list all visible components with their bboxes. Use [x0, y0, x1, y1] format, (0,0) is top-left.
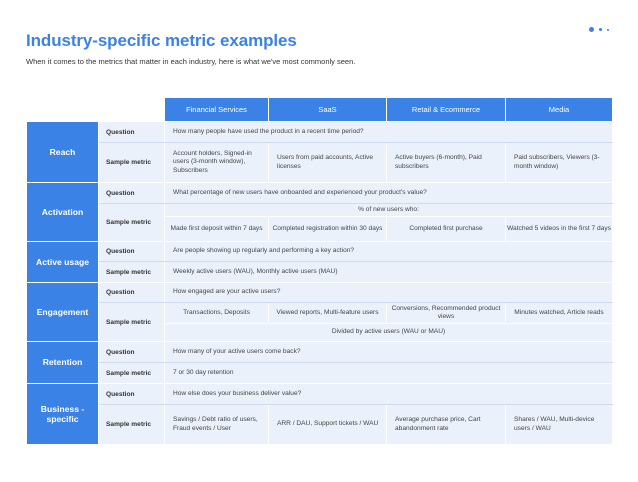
table-row	[27, 303, 613, 324]
column-header: SaaS	[269, 98, 387, 122]
question-text: How else does your business deliver value?	[165, 384, 613, 405]
header-blank	[27, 98, 165, 122]
dot-icon	[607, 29, 609, 31]
sample-cell: 7 or 30 day retention	[165, 363, 613, 384]
dot-icon	[589, 27, 594, 32]
header-row	[27, 98, 613, 122]
question-label: Question	[99, 183, 165, 204]
sample-note: Divided by active users (WAU or MAU)	[165, 324, 613, 342]
question-text: What percentage of new users have onboarded and experienced your product's value?	[165, 183, 613, 204]
sample-cell: Transactions, Deposits	[165, 303, 269, 324]
question-label: Question	[99, 283, 165, 303]
sample-cell: Completed first purchase	[387, 217, 506, 242]
table-row	[27, 283, 613, 303]
sample-label: Sample metric	[99, 303, 165, 342]
category-engagement: Engagement	[27, 283, 99, 342]
question-text: How engaged are your active users?	[165, 283, 613, 303]
category-active-usage: Active usage	[27, 242, 99, 283]
sample-cell: Account holders, Signed-in users (3-month window), Subscribers	[165, 143, 269, 183]
question-label: Question	[99, 384, 165, 405]
question-text: Are people showing up regularly and performing a key action?	[165, 242, 613, 262]
page-subtitle: When it comes to the metrics that matter in each industry, here is what we've most commonly seen.	[26, 57, 356, 66]
dot-icon	[599, 28, 602, 31]
table-row	[27, 384, 613, 405]
column-header: Retail & Ecommerce	[387, 98, 506, 122]
table-row	[27, 122, 613, 143]
table-row	[27, 143, 613, 183]
sample-note: % of new users who:	[165, 204, 613, 217]
sample-cell: Viewed reports, Multi-feature users	[269, 303, 387, 324]
question-label: Question	[99, 122, 165, 143]
page-title: Industry-specific metric examples	[26, 31, 297, 50]
table-row	[27, 363, 613, 384]
sample-cell: Average purchase price, Cart abandonment rate	[387, 405, 506, 445]
question-label: Question	[99, 242, 165, 262]
column-header: Media	[506, 98, 613, 122]
question-text: How many of your active users come back?	[165, 342, 613, 363]
column-header: Financial Services	[165, 98, 269, 122]
table-row	[27, 405, 613, 445]
sample-cell: Weekly active users (WAU), Monthly active users (MAU)	[165, 262, 613, 283]
table-row	[27, 242, 613, 262]
sample-cell: Savings / Debt ratio of users, Fraud events / User	[165, 405, 269, 445]
sample-cell: Completed registration within 30 days	[269, 217, 387, 242]
table-row	[27, 204, 613, 217]
question-text: How many people have used the product in a recent time period?	[165, 122, 613, 143]
category-activation: Activation	[27, 183, 99, 242]
category-reach: Reach	[27, 122, 99, 183]
sample-cell: Made first deposit within 7 days	[165, 217, 269, 242]
table-row	[27, 342, 613, 363]
sample-cell: Watched 5 videos in the first 7 days	[506, 217, 613, 242]
decorative-dots-icon	[589, 27, 609, 32]
category-business-specific: Business -specific	[27, 384, 99, 445]
sample-cell: Shares / WAU, Multi-device users / WAU	[506, 405, 613, 445]
sample-label: Sample metric	[99, 405, 165, 445]
sample-cell: ARR / DAU, Support tickets / WAU	[269, 405, 387, 445]
sample-cell: Conversions, Recommended product views	[387, 303, 506, 324]
sample-cell: Active buyers (6-month), Paid subscribers	[387, 143, 506, 183]
sample-label: Sample metric	[99, 363, 165, 384]
sample-cell: Users from paid accounts, Active licenses	[269, 143, 387, 183]
sample-cell: Paid subscribers, Viewers (3-month window)	[506, 143, 613, 183]
sample-label: Sample metric	[99, 143, 165, 183]
metrics-table	[26, 97, 613, 445]
sample-label: Sample metric	[99, 204, 165, 242]
table-row	[27, 183, 613, 204]
category-retention: Retention	[27, 342, 99, 384]
sample-cell: Minutes watched, Article reads	[506, 303, 613, 324]
sample-label: Sample metric	[99, 262, 165, 283]
question-label: Question	[99, 342, 165, 363]
table-row	[27, 262, 613, 283]
